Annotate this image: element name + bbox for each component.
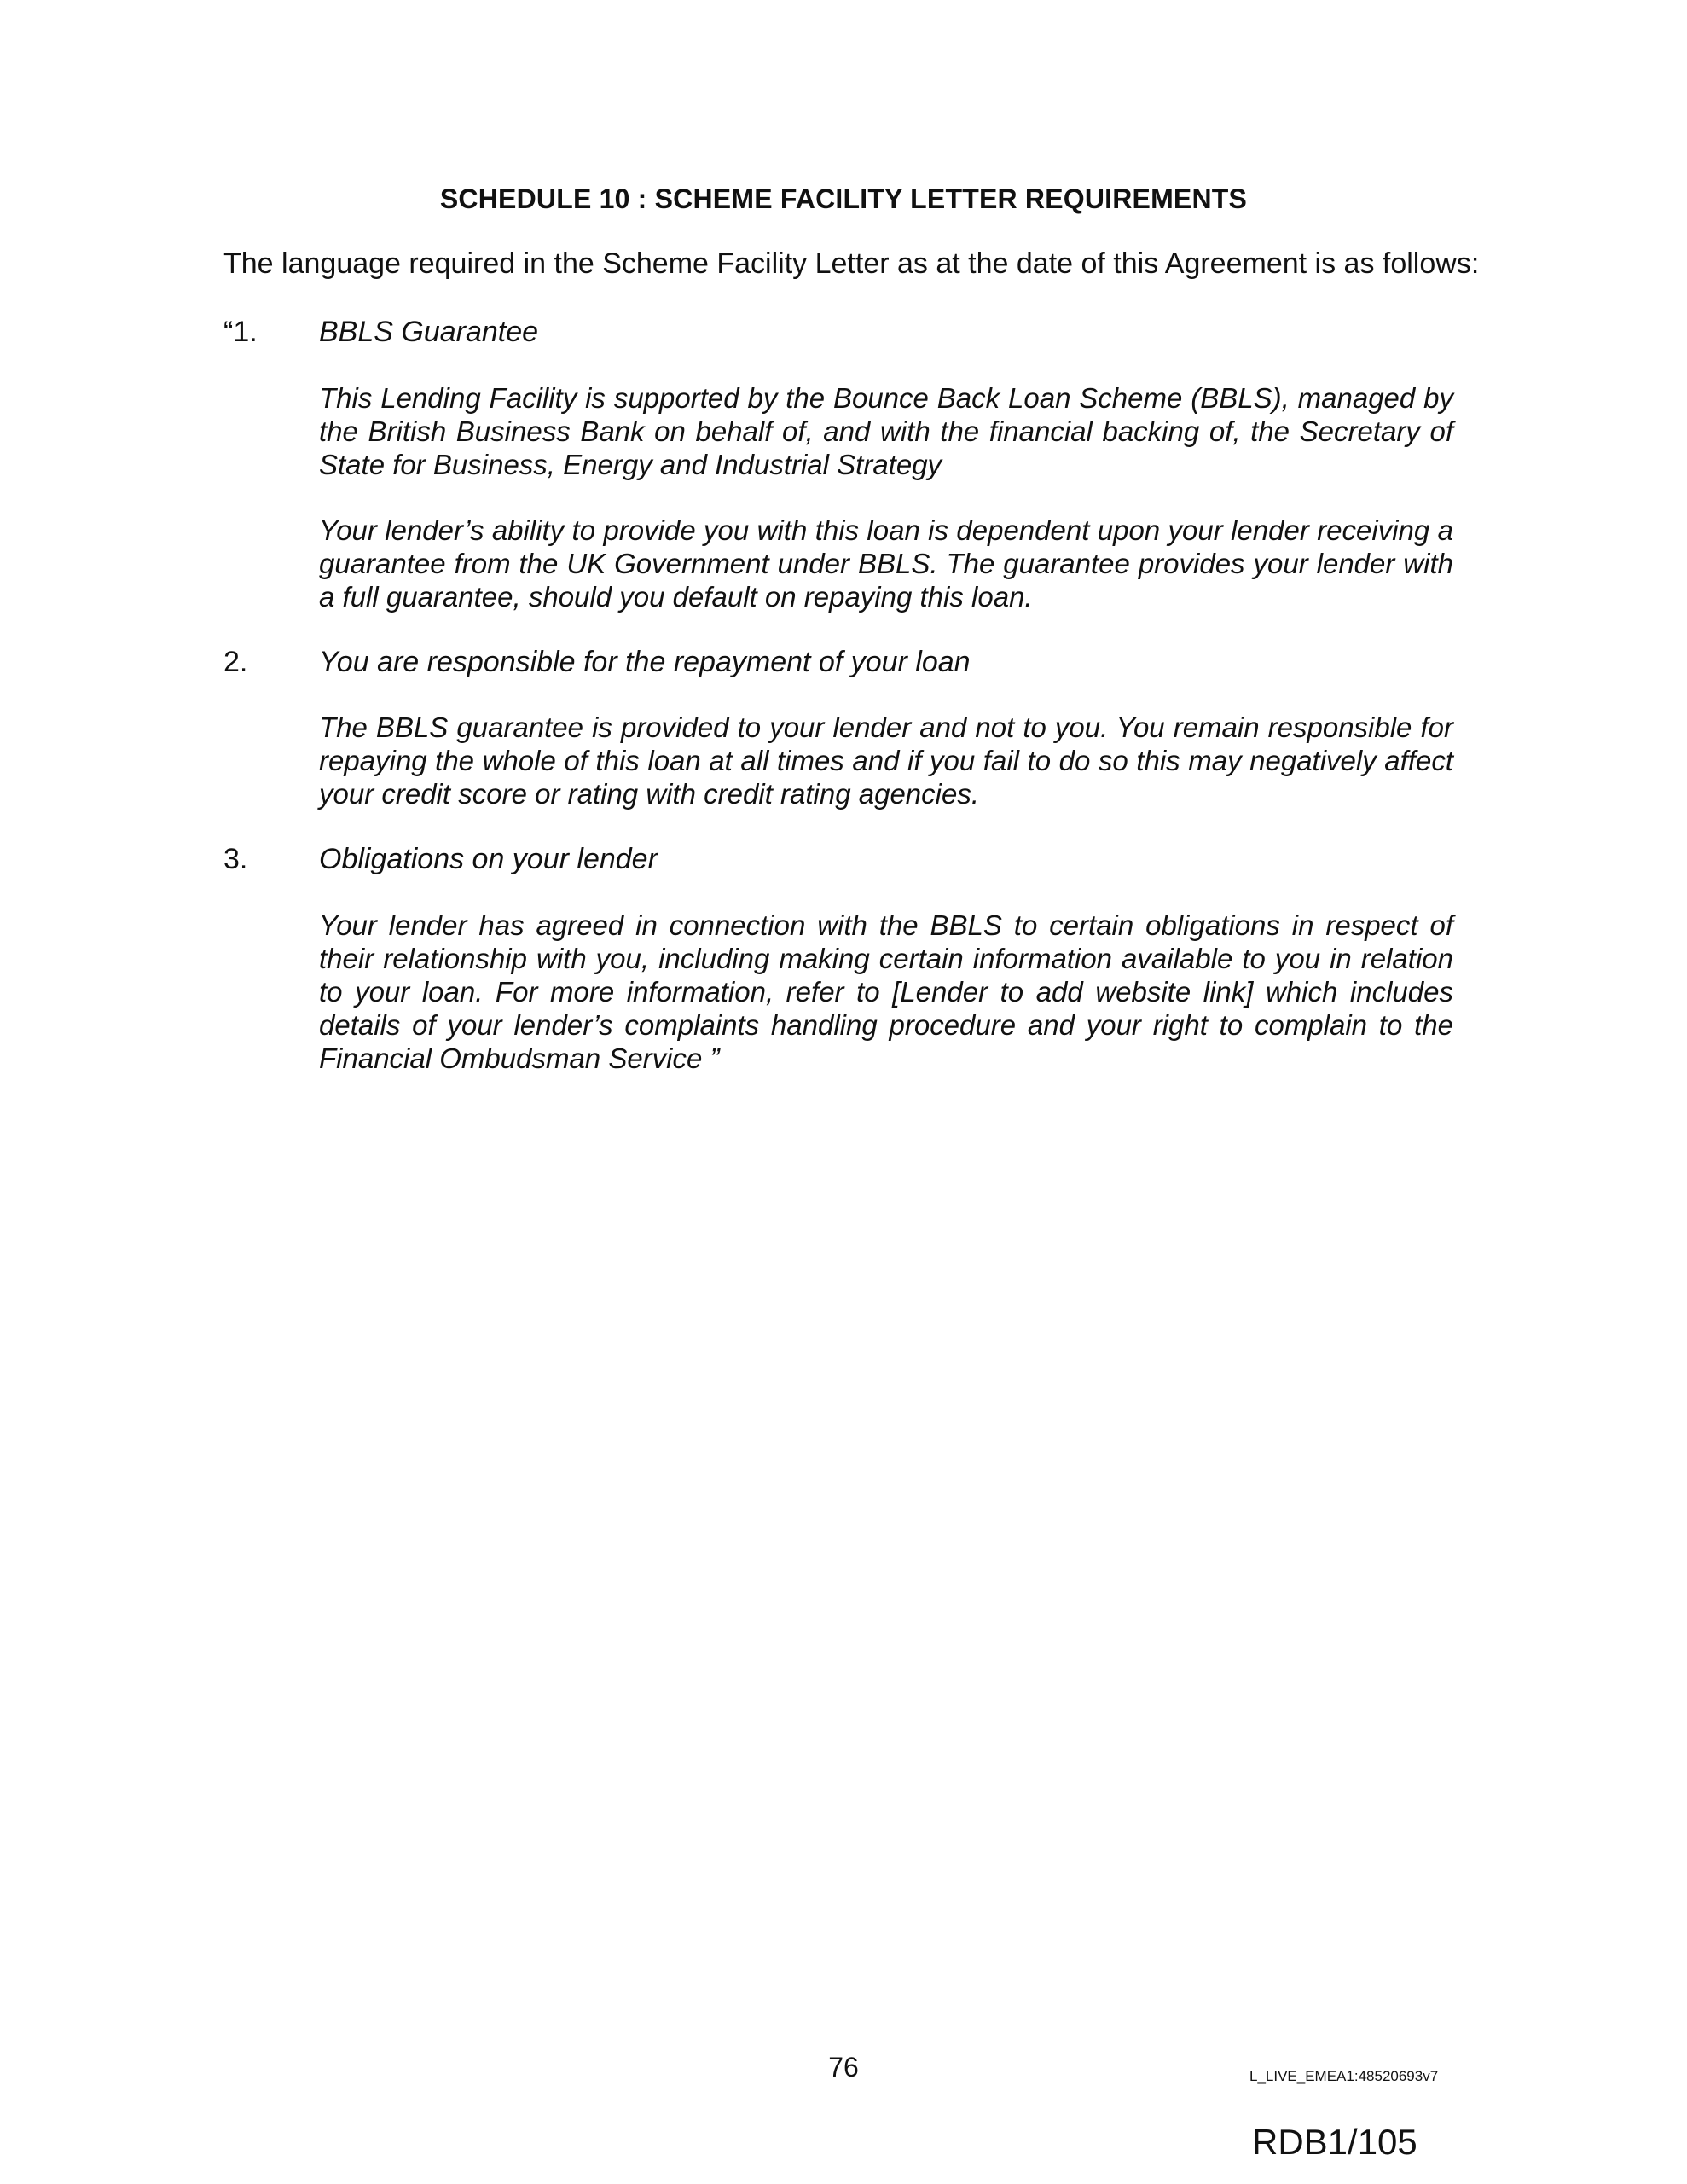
section-2-paragraph-1: The BBLS guarantee is provided to your lender and not to you. You remain responsible for repaying the whole of this loan at all times and if you fail to do so this may negatively affect your credit score or rating with credit rating agencies. xyxy=(319,712,1453,810)
section-3-heading: Obligations on your lender xyxy=(319,843,658,875)
schedule-title: SCHEDULE 10 : SCHEME FACILITY LETTER REQUIREMENTS xyxy=(439,183,1248,214)
section-3-number: 3. xyxy=(223,843,248,875)
section-2-number: 2. xyxy=(223,646,248,678)
section-1-heading: BBLS Guarantee xyxy=(319,316,539,348)
section-1-paragraph-1: This Lending Facility is supported by the Bounce Back Loan Scheme (BBLS), managed by the British Business Bank on behalf of, and with the financial backing of, the Secretary of State for Business, Energy and Industrial Strategy xyxy=(319,382,1453,480)
section-1-paragraph-2: Your lender’s ability to provide you with this loan is dependent upon your lender receiving a guarantee from the UK Government under BBLS. The guarantee provides your lender with a full guarantee, should you default on repaying this loan. xyxy=(319,514,1453,613)
section-3-paragraph-1: Your lender has agreed in connection with the BBLS to certain obligations in respect of their relationship with you, including making certain information available to you in relation to your loan. For more information, refer to [Lender to add website link] which includes details of your lender’s complaints handling procedure and your right to complain to the Financial Ombudsman Service ” xyxy=(319,909,1453,1074)
section-2-heading: You are responsible for the repayment of your loan xyxy=(319,646,971,678)
bates-number: RDB1/105 xyxy=(1252,2122,1417,2162)
document-reference: L_LIVE_EMEA1:48520693v7 xyxy=(1249,2068,1439,2084)
section-1-number: “1. xyxy=(223,316,258,348)
page-number: 76 xyxy=(828,2052,859,2082)
intro-text: The language required in the Scheme Facility Letter as at the date of this Agreement is as follows: xyxy=(223,247,1480,280)
